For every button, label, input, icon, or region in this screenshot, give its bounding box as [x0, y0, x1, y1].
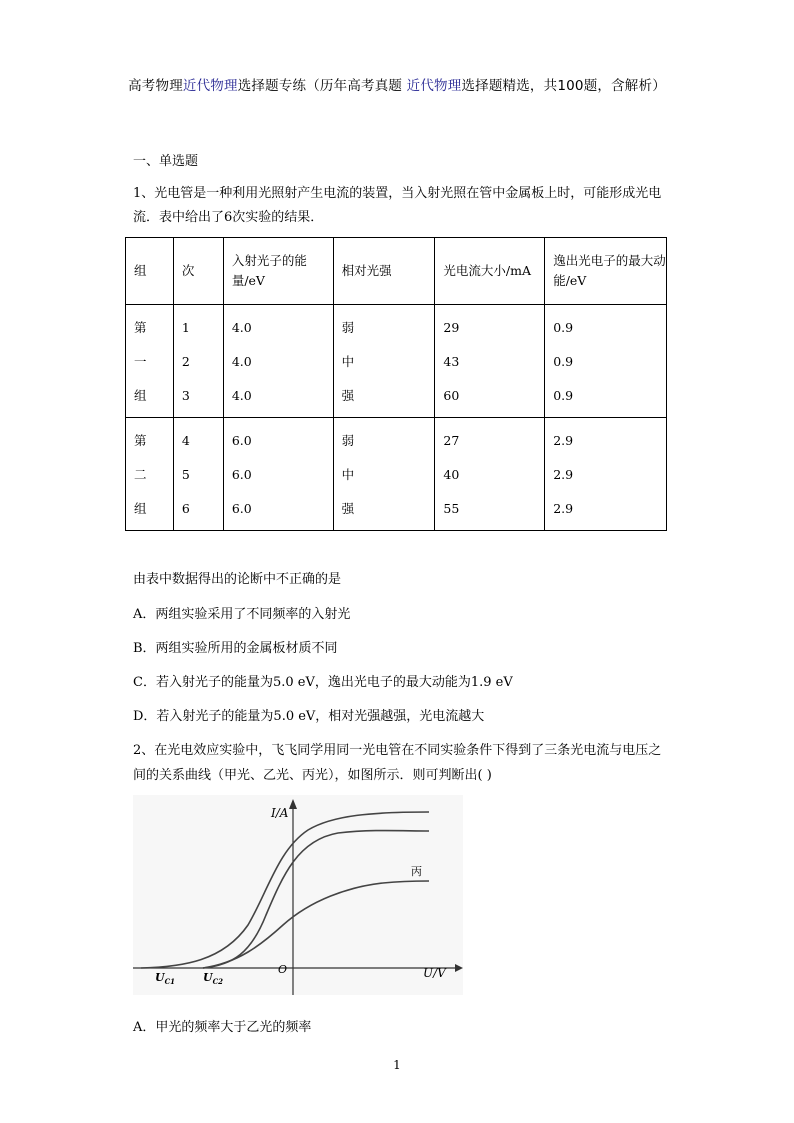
curve-label-bing: 丙: [411, 865, 422, 878]
x-axis-label: U/V: [423, 966, 446, 980]
table-cell: 2: [181, 354, 190, 369]
table-cell: 2.9: [553, 501, 574, 516]
table-cell: 6.0: [231, 433, 252, 448]
photocurrent-cell: [435, 418, 545, 531]
table-cell: 弱: [341, 320, 355, 335]
trial-number-cell: [173, 305, 223, 418]
group-label-char: 二: [134, 467, 147, 482]
table-header-cell: 光电流大小/mA: [435, 238, 545, 305]
question-1-prompt: 由表中数据得出的论断中不正确的是: [133, 572, 342, 587]
table-cell: 6: [181, 501, 190, 516]
trial-number-cell: [173, 418, 223, 531]
max-kinetic-energy-cell: [545, 418, 667, 531]
table-cell: 弱: [341, 433, 355, 448]
table-cell: 40: [443, 467, 460, 482]
table-cell: 4.0: [231, 354, 252, 369]
title-part: 选择题专练（历年高考真题: [237, 78, 407, 94]
title-part: 高考物理: [128, 78, 183, 94]
title-part: 选择题精选，共100题，含解析）: [461, 78, 666, 94]
table-header-cell: 逸出光电子的最大动能/eV: [545, 238, 667, 305]
uc1-label: $U_{C1}$: [155, 971, 176, 986]
table-group-row: [126, 418, 667, 531]
table-cell: 3: [181, 388, 190, 403]
table-cell: 27: [443, 433, 460, 448]
experiment-table: [125, 237, 667, 531]
table-cell: 60: [443, 388, 460, 403]
photocurrent-cell: [435, 305, 545, 418]
table-cell: 2.9: [553, 433, 574, 448]
table-cell: 6.0: [231, 467, 252, 482]
table-cell: 29: [443, 320, 460, 335]
uc2-label: $U_{C2}$: [203, 971, 224, 986]
table-cell: 强: [341, 501, 355, 516]
option-a[interactable]: A．两组实验采用了不同频率的入射光: [133, 607, 351, 622]
table-cell: 0.9: [553, 354, 574, 369]
option-d[interactable]: D．若入射光子的能量为5.0 eV，相对光强越强，光电流越大: [133, 709, 485, 724]
table-cell: 0.9: [553, 320, 574, 335]
table-cell: 0.9: [553, 388, 574, 403]
section-heading: 一、单选题: [133, 154, 199, 169]
light-intensity-cell: [333, 418, 435, 531]
group-label-char: 组: [134, 388, 147, 403]
group-label-cell: [126, 418, 174, 531]
table-header-cell: 次: [173, 238, 223, 305]
table-cell: 2.9: [553, 467, 574, 482]
table-group-row: [126, 305, 667, 418]
q2-option-a[interactable]: A．甲光的频率大于乙光的频率: [133, 1020, 312, 1035]
table-cell: 4.0: [231, 388, 252, 403]
table-cell: 中: [341, 467, 355, 482]
group-label-char: 组: [134, 501, 147, 516]
table-cell: 5: [181, 467, 190, 482]
document-title: [0, 74, 794, 94]
group-label-char: 第: [134, 320, 147, 335]
table-cell: 43: [443, 354, 460, 369]
table-cell: 6.0: [231, 501, 252, 516]
table-cell: 强: [341, 388, 355, 403]
table-cell: 4.0: [231, 320, 252, 335]
table-cell: 1: [181, 320, 190, 335]
group-label-char: 第: [134, 433, 147, 448]
title-keyword[interactable]: 近代物理: [182, 78, 238, 94]
question-1-stem: 1、光电管是一种利用光照射产生电流的装置，当入射光照在管中金属板上时，可能形成光电流．表中给出了6次实验的结果．: [133, 186, 662, 225]
group-label-cell: [126, 305, 174, 418]
table-header-cell: 相对光强: [333, 238, 435, 305]
light-intensity-cell: [333, 305, 435, 418]
table-cell: 4: [181, 433, 190, 448]
group-label-char: 一: [134, 354, 147, 369]
option-c[interactable]: C．若入射光子的能量为5.0 eV，逸出光电子的最大动能为1.9 eV: [133, 675, 513, 690]
table-cell: 55: [443, 501, 460, 516]
y-axis-label: I/A: [271, 806, 289, 820]
option-b[interactable]: B．两组实验所用的金属板材质不同: [133, 641, 338, 656]
table-cell: 中: [341, 354, 355, 369]
max-kinetic-energy-cell: [545, 305, 667, 418]
table-header-row: [126, 238, 667, 305]
photon-energy-cell: [223, 305, 333, 418]
table-header-cell: 组: [126, 238, 174, 305]
photon-energy-cell: [223, 418, 333, 531]
iv-curve-graph: [133, 795, 463, 995]
table-header-cell: 入射光子的能量/eV: [223, 238, 333, 305]
title-keyword[interactable]: 近代物理: [406, 78, 462, 94]
origin-label: O: [278, 963, 288, 976]
page-number: 1: [393, 1058, 401, 1072]
question-2-stem: 2、在光电效应实验中，飞飞同学用同一光电管在不同实验条件下得到了三条光电流与电压之间的关系曲线（甲光、乙光、丙光），如图所示．则可判断出( ): [133, 743, 662, 783]
